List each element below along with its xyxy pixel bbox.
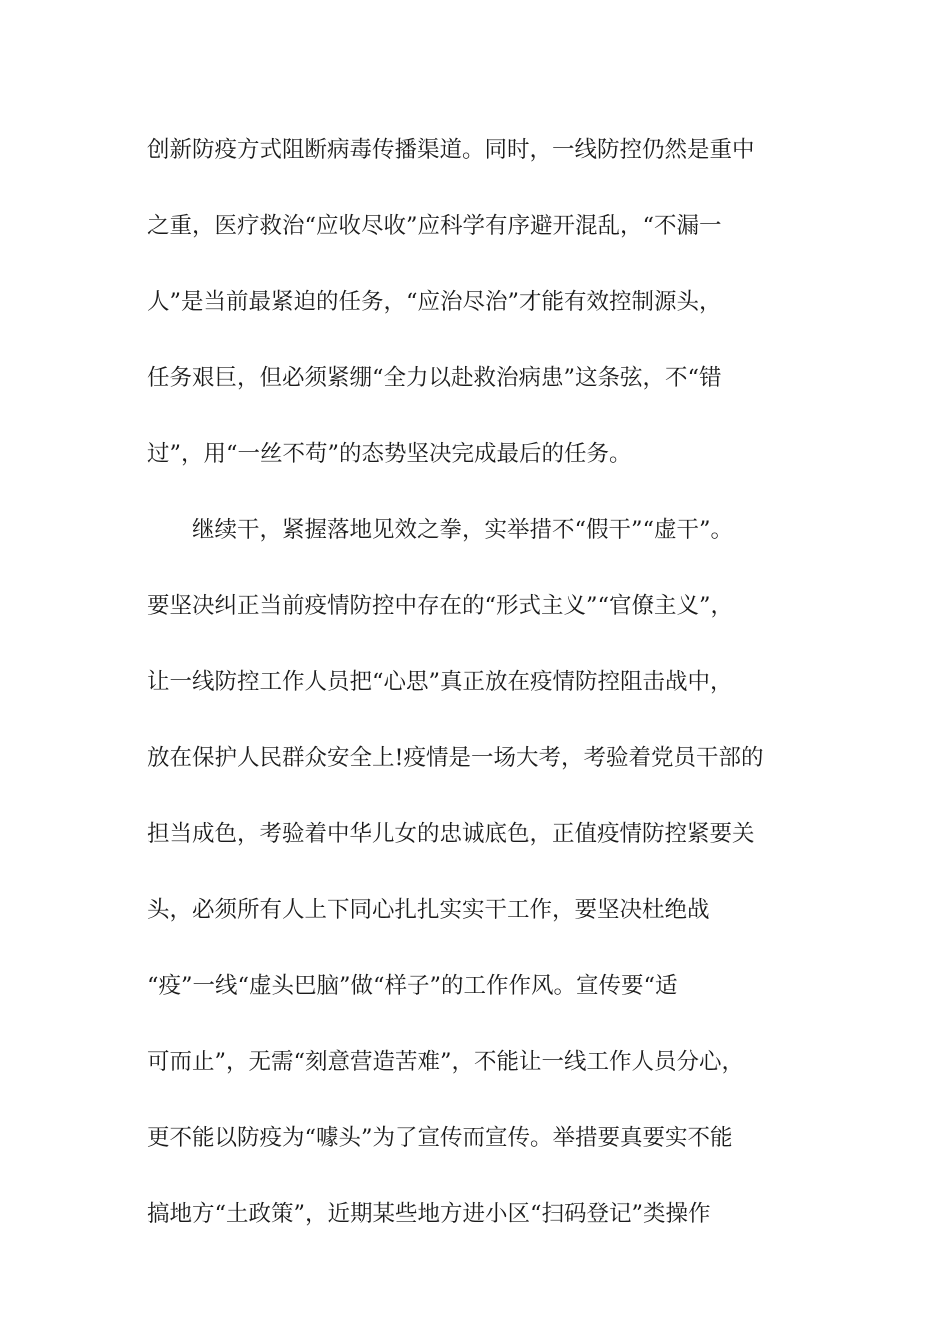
text-line: 让一线防控工作人员把“心思”真正放在疫情防控阻击战中， [147,669,733,695]
text-line: 要坚决纠正当前疫情防控中存在的“形式主义”“官僚主义”， [147,593,734,619]
text-line: 过”，用“一丝不苟”的态势坚决完成最后的任务。 [147,441,632,467]
text-line: 担当成色，考验着中华儿女的忠诚底色，正值疫情防控紧要关 [147,821,755,847]
paragraph-first-line: 继续干，紧握落地见效之拳，实举措不“假干”“虚干”。 [192,517,734,543]
text-line: 头，必须所有人上下同心扎扎实实干工作，要坚决杜绝战 [147,897,710,923]
text-line: 人”是当前最紧迫的任务，“应治尽治”才能有效控制源头， [147,289,722,315]
text-line: “疫”一线“虚头巴脑”做“样子”的工作作风。宣传要“适 [147,973,678,999]
text-line: 之重，医疗救治“应收尽收”应科学有序避开混乱，“不漏一 [147,213,722,239]
text-line: 可而止”，无需“刻意营造苦难”，不能让一线工作人员分心， [147,1049,745,1075]
text-line: 任务艰巨，但必须紧绷“全力以赴救治病患”这条弦，不“错 [147,365,722,391]
text-line: 更不能以防疫为“噱头”为了宣传而宣传。举措要真要实不能 [147,1125,733,1151]
text-line: 创新防疫方式阻断病毒传播渠道。同时，一线防控仍然是重中 [147,137,755,163]
text-line: 搞地方“土政策”，近期某些地方进小区“扫码登记”类操作 [147,1201,711,1227]
text-line: 放在保护人民群众安全上!疫情是一场大考，考验着党员干部的 [147,745,764,771]
